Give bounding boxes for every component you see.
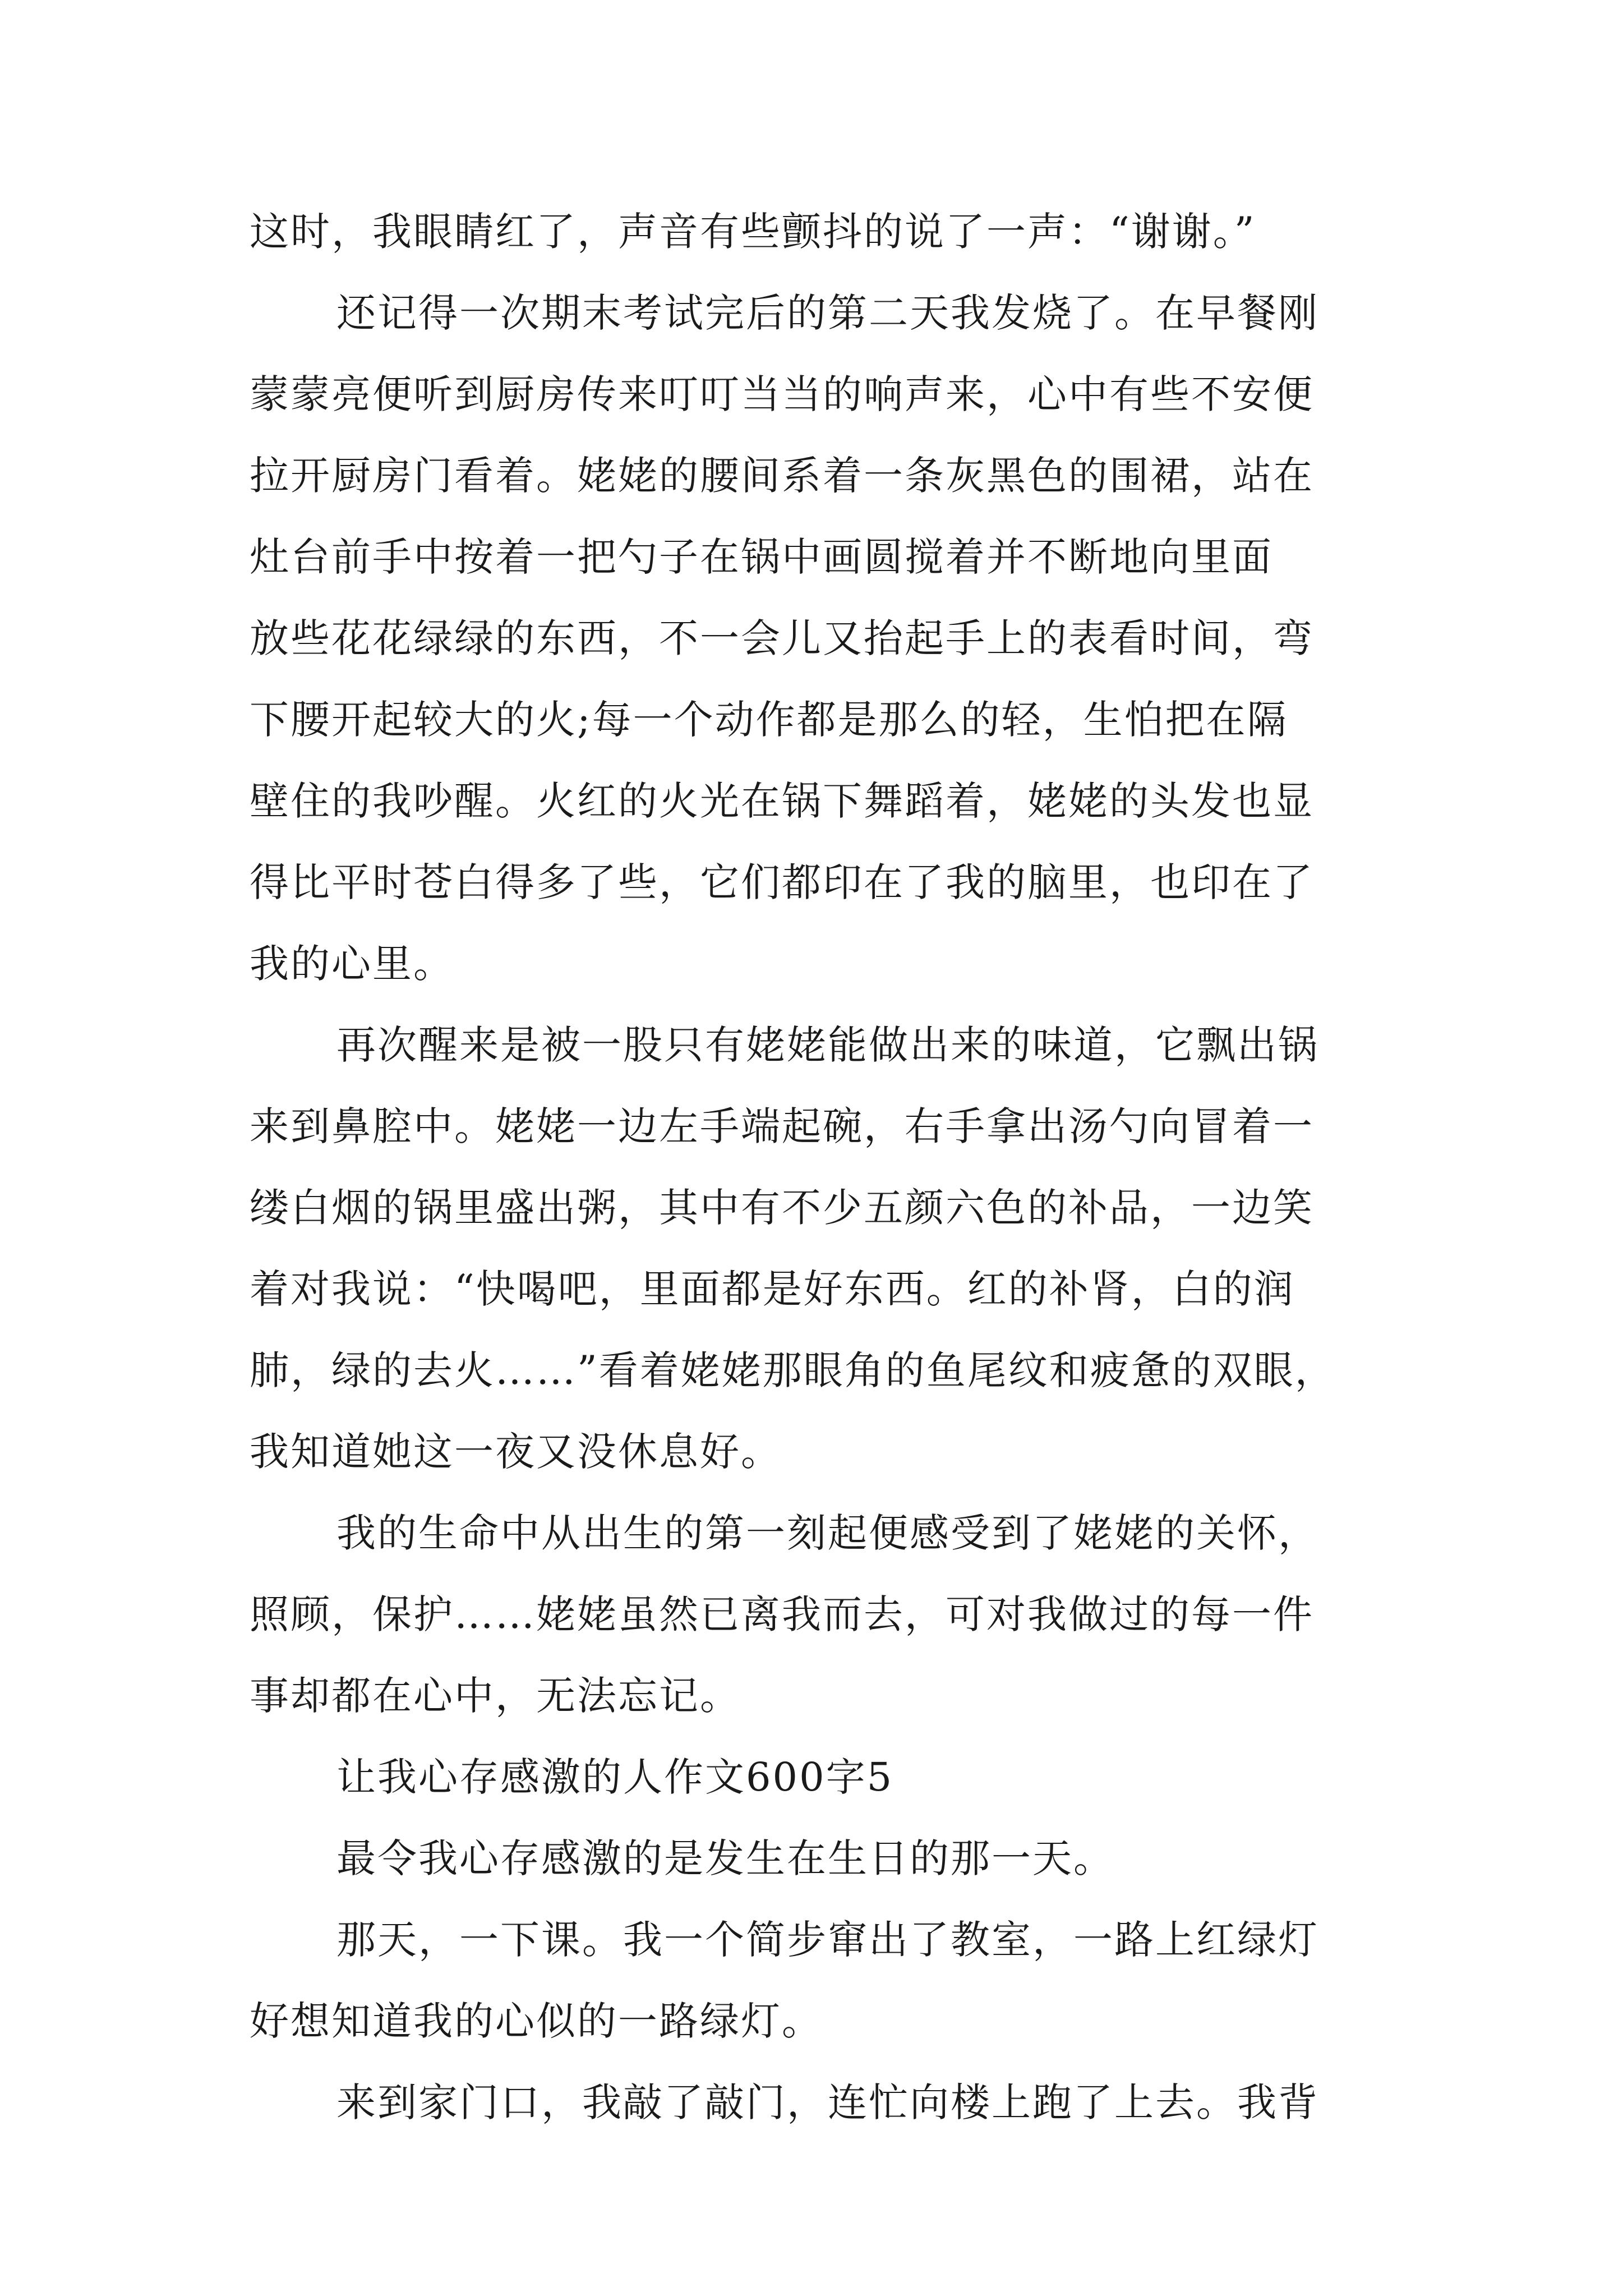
text-line: 着对我说：“快喝吧，里面都是好东西。红的补肾，白的润 xyxy=(250,1266,1295,1312)
text-line: 肺，绿的去火……”看着姥姥那眼角的鱼尾纹和疲惫的双眼， xyxy=(250,1347,1336,1393)
text-line: 下腰开起较大的火;每一个动作都是那么的轻，生怕把在隔 xyxy=(250,697,1288,743)
text-line: 再次醒来是被一股只有姥姥能做出来的味道，它飘出锅 xyxy=(336,1022,1319,1068)
text-line: 拉开厨房门看着。姥姥的腰间系着一条灰黑色的围裙，站在 xyxy=(250,453,1314,499)
text-line: 事却都在心中，无法忘记。 xyxy=(250,1673,741,1719)
text-line: 好想知道我的心似的一路绿灯。 xyxy=(250,1998,823,2044)
text-line: 蒙蒙亮便听到厨房传来叮叮当当的响声来，心中有些不安便 xyxy=(250,371,1314,417)
text-line: 我的生命中从出生的第一刻起便感受到了姥姥的关怀， xyxy=(336,1510,1319,1556)
text-line: 我的心里。 xyxy=(250,941,454,987)
text-line: 灶台前手中按着一把勺子在锅中画圆搅着并不断地向里面 xyxy=(250,534,1273,580)
text-line: 还记得一次期末考试完后的第二天我发烧了。在早餐刚 xyxy=(336,290,1319,336)
text-line: 缕白烟的锅里盛出粥，其中有不少五颜六色的补品，一边笑 xyxy=(250,1185,1314,1231)
text-line: 来到家门口，我敲了敲门，连忙向楼上跑了上去。我背 xyxy=(336,2079,1319,2125)
text-line: 壁住的我吵醒。火红的火光在锅下舞蹈着，姥姥的头发也显 xyxy=(250,778,1314,824)
text-line: 那天，一下课。我一个简步窜出了教室，一路上红绿灯 xyxy=(336,1917,1319,1963)
section-heading: 让我心存感激的人作文600字5 xyxy=(336,1754,894,1800)
text-line: 照顾，保护……姥姥虽然已离我而去，可对我做过的每一件 xyxy=(250,1591,1314,1637)
text-line: 这时，我眼睛红了，声音有些颤抖的说了一声：“谢谢。” xyxy=(250,209,1256,255)
text-line: 最令我心存感激的是发生在生日的那一天。 xyxy=(336,1835,1114,1881)
text-line: 放些花花绿绿的东西，不一会儿又抬起手上的表看时间，弯 xyxy=(250,615,1314,661)
text-line: 我知道她这一夜又没休息好。 xyxy=(250,1429,782,1475)
text-line: 来到鼻腔中。姥姥一边左手端起碗，右手拿出汤勺向冒着一 xyxy=(250,1103,1314,1149)
text-line: 得比平时苍白得多了些，它们都印在了我的脑里，也印在了 xyxy=(250,859,1314,905)
